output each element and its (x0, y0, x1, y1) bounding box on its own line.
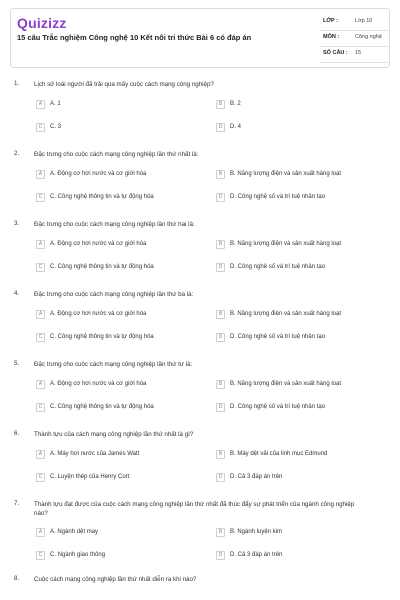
question-text: Đặc trưng cho cuộc cách mạng công nghiệp lần thứ tư là: (34, 361, 193, 368)
question-text: Đặc trưng cho cuộc cách mạng công nghiệp lần thứ ba là: (34, 291, 194, 298)
meta-row-class (319, 15, 389, 31)
question-text: Lịch sử loài người đã trải qua mấy cuộc cách mạng công nghiệp? (34, 81, 214, 88)
worksheet-header (10, 8, 390, 68)
option-letter-box: C (36, 193, 45, 202)
option-letter-box: C (36, 263, 45, 272)
question-number: 8. (14, 575, 20, 582)
option-text: B. Năng lượng điện và sản xuất hàng loạt (230, 241, 342, 247)
option-letter-box: D (216, 263, 225, 272)
option-text: C. Công nghệ thông tin và tự động hóa (50, 264, 154, 270)
option-letter-box: B (216, 100, 225, 109)
option-text: A. Động cơ hơi nước và cơ giới hóa (50, 241, 147, 247)
option-text: A. Máy hơi nước của James Watt (50, 451, 140, 457)
option-text: A. Ngành dệt may (50, 529, 99, 535)
option-text: D. Cả 3 đáp án trên (230, 474, 283, 480)
option-letter-box: A (36, 450, 45, 459)
option-text: D. Công nghệ số và trí tuệ nhân tạo (230, 334, 326, 340)
question-text: Cuộc cách mạng công nghiệp lần thứ nhất diễn ra khi nào? (34, 576, 197, 583)
meta-key: MÔN : (323, 34, 340, 40)
option-letter-box: C (36, 333, 45, 342)
option-letter-box: C (36, 551, 45, 560)
question-number: 7. (14, 500, 20, 507)
option-letter-box: C (36, 473, 45, 482)
option-letter-box: D (216, 551, 225, 560)
worksheet-title: 15 câu Trắc nghiệm Công nghệ 10 Kết nối tri thức Bài 6 có đáp án (17, 33, 252, 42)
option-letter-box: B (216, 240, 225, 249)
option-letter-box: B (216, 170, 225, 179)
question-number: 4. (14, 290, 20, 297)
option-text: C. Ngành giao thông (50, 552, 106, 558)
meta-value: Công nghệ (355, 34, 382, 40)
option-text: A. Động cơ hơi nước và cơ giới hóa (50, 311, 147, 317)
worksheet-meta (319, 15, 389, 63)
option-letter-box: A (36, 528, 45, 537)
option-text: D. Công nghệ số và trí tuệ nhân tạo (230, 404, 326, 410)
meta-row-subject (319, 31, 389, 47)
meta-key: LỚP : (323, 18, 338, 24)
meta-value: 15 (355, 50, 362, 56)
quizizz-logo: Quizizz (17, 15, 67, 31)
meta-row-count (319, 47, 389, 63)
option-text: A. 1 (50, 101, 61, 107)
question-number: 3. (14, 220, 20, 227)
meta-value: Lớp 10 (355, 18, 373, 24)
question-text: Đặc trưng cho cuộc cách mạng công nghiệp lần thứ nhất là: (34, 151, 199, 158)
option-text: B. 2 (230, 101, 241, 107)
option-letter-box: B (216, 380, 225, 389)
option-letter-box: D (216, 403, 225, 412)
option-letter-box: C (36, 403, 45, 412)
question-number: 6. (14, 430, 20, 437)
option-text: B. Năng lượng điện và sản xuất hàng loạt (230, 311, 342, 317)
option-text: B. Ngành luyện kim (230, 529, 283, 535)
option-text: C. Luyện thép của Henry Cort (50, 474, 130, 480)
option-text: C. 3 (50, 124, 62, 130)
option-letter-box: D (216, 193, 225, 202)
option-letter-box: D (216, 333, 225, 342)
option-text: C. Công nghệ thông tin và tự động hóa (50, 194, 154, 200)
question-number: 5. (14, 360, 20, 367)
option-text: D. Cả 3 đáp án trên (230, 552, 283, 558)
option-letter-box: A (36, 100, 45, 109)
question-number: 2. (14, 150, 20, 157)
meta-key: SỐ CÂU : (323, 50, 348, 56)
question-text: Đặc trưng cho cuộc cách mạng công nghiệp lần thứ hai là: (34, 221, 195, 228)
option-letter-box: B (216, 528, 225, 537)
option-text: C. Công nghệ thông tin và tự động hóa (50, 334, 154, 340)
option-text: D. Công nghệ số và trí tuệ nhân tạo (230, 194, 326, 200)
question-text: Thành tựu của cách mạng công nghiệp lần thứ nhất là gì? (34, 431, 194, 438)
option-letter-box: D (216, 473, 225, 482)
option-text: D. Công nghệ số và trí tuệ nhân tạo (230, 264, 326, 270)
option-letter-box: B (216, 310, 225, 319)
option-text: B. Máy dệt vải của linh mục Edmund (230, 451, 328, 457)
option-text: B. Năng lượng điện và sản xuất hàng loạt (230, 171, 342, 177)
option-text: B. Năng lượng điện và sản xuất hàng loạt (230, 381, 342, 387)
option-letter-box: A (36, 380, 45, 389)
option-text: A. Động cơ hơi nước và cơ giới hóa (50, 171, 147, 177)
question-number: 1. (14, 80, 20, 87)
option-text: D. 4 (230, 124, 242, 130)
option-text: C. Công nghệ thông tin và tự động hóa (50, 404, 154, 410)
option-letter-box: A (36, 310, 45, 319)
option-letter-box: C (36, 123, 45, 132)
option-text: A. Động cơ hơi nước và cơ giới hóa (50, 381, 147, 387)
option-letter-box: A (36, 240, 45, 249)
question-text: Thành tựu đạt được của cuộc cách mạng công nghiệp lần thứ nhất đã thúc đẩy sự phát triển của ngành công nghiệp nào? (34, 501, 355, 517)
option-letter-box: B (216, 450, 225, 459)
option-letter-box: D (216, 123, 225, 132)
option-letter-box: A (36, 170, 45, 179)
